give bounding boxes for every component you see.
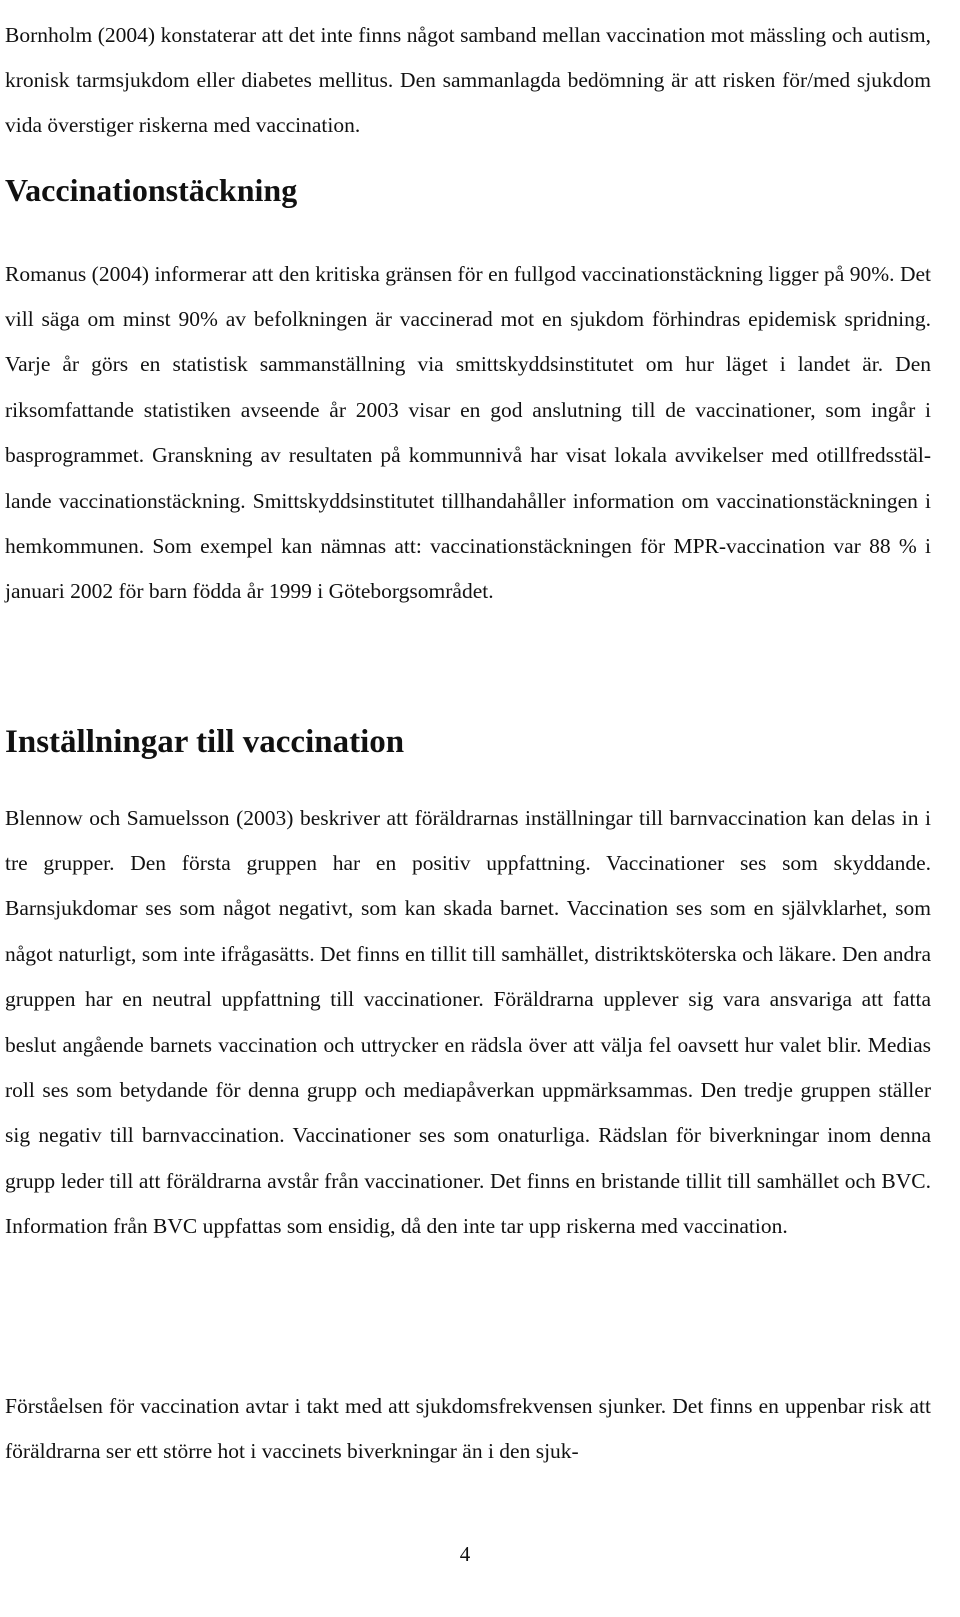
section-heading-vaccination-coverage: Vaccinationstäckning — [5, 172, 298, 208]
coverage-paragraph: Romanus (2004) informerar att den kritiska gränsen för en fullgod vaccinationstäckning ligger på 90%. Det vill säga om minst 90% av befolkningen är vaccinerad mot en sjukdom förhindras epidemisk spridning. Varje år görs en statistisk sammanställning via smittskyddsinstitutet om hur läget i landet är. Den riksomfattande statistiken avseende år 2003 visar en god anslutning till de vaccinationer, som ingår i basprogrammet. Granskning av resultaten på kommunnivå har visat lokala avvikelser med otillfredsställande vaccinationstäckning. Smittskyddsinstitutet tillhandahåller information om vaccinationstäckningen i hemkommunen. Som exempel kan nämnas att: vaccinationstäckningen för MPR-vaccination var 88 % i januari 2002 för barn födda år 1999 i Göteborgsområdet. — [5, 261, 931, 604]
attitudes-paragraph: Blennow och Samuelsson (2003) beskriver att föräldrarnas inställningar till barnvaccination kan delas in i tre grupper. Den första gruppen har en positiv uppfattning. Vaccinationer ses som skyddande. Barnsjukdomar ses som något negativt, som kan skada barnet. Vaccination ses som en självklarhet, som något naturligt, som inte ifrågasätts. Det finns en tillit till samhället, distriktsköterska och läkare. Den andra gruppen har en neutral uppfattning till vaccinationer. Föräldrarna upplever sig vara ansvariga att fatta beslut angående barnets vaccination och uttrycker en rädsla över att välja fel oavsett hur valet blir. Medias roll ses som betydande för denna grupp och mediapåverkan uppmärksammas. Den tredje gruppen ställer sig negativ till barnvaccination. Vaccinationer ses som onaturliga. Rädslan för biverkningar inom denna grupp leder till att föräldrarna avstår från vaccinationer. Det finns en bristande tillit till samhället och BVC. Information från BVC uppfattas som ensidig, då den inte tar upp riskerna med vaccination. — [5, 805, 931, 1239]
intro-paragraph: Bornholm (2004) konstaterar att det inte finns något samband mellan vaccination mot mässling och autism, kronisk tarmsjukdom eller diabetes mellitus. Den sammanlagda bedömning är att risken för/med sjukdom vida överstiger riskerna med vaccination. — [5, 22, 931, 138]
section-heading-vaccination-attitudes: Inställningar till vaccination — [5, 724, 405, 760]
page-number: 4 — [459, 1542, 471, 1566]
closing-paragraph: Förståelsen för vaccination avtar i takt med att sjukdomsfrekvensen sjunker. Det finns en uppenbar risk att föräldrarna ser ett större hot i vaccinets biverkningar än i den sjuk- — [5, 1393, 931, 1463]
